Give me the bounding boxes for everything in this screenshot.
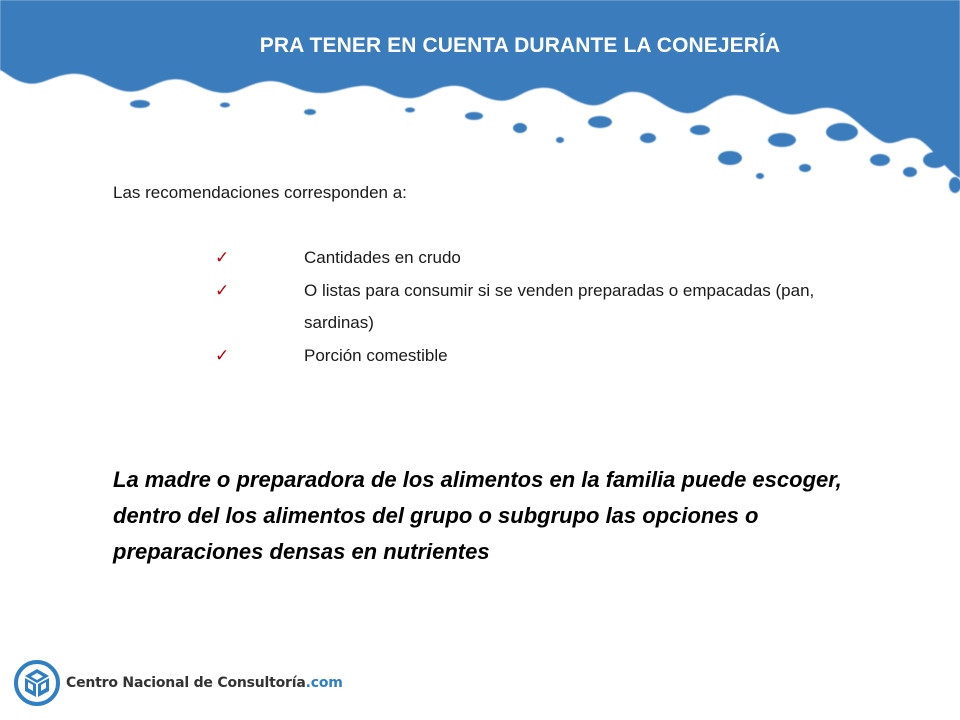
recommendation-list (215, 242, 855, 373)
slide-title: PRA TENER EN CUENTA DURANTE LA CONEJERÍA (259, 34, 781, 57)
emphasis-paragraph: La madre o preparadora de los alimentos en la familia puede escoger, dentro del los alimentos del grupo o subgrupo las opciones o preparaciones densas en nutrientes (113, 467, 842, 564)
paint-splash-banner (0, 0, 960, 200)
checkmark-icon: ✓ (215, 281, 230, 301)
list-item (215, 340, 855, 372)
logo-suffix: .com (305, 675, 343, 691)
intro-text: Las recomendaciones corresponden a: (113, 183, 407, 202)
list-item-text: Porción comestible (304, 346, 448, 365)
list-item-text: O listas para consumir si se venden preparadas o empacadas (pan, sardinas) (304, 281, 815, 332)
cube-logo-icon (14, 660, 60, 706)
checkmark-icon: ✓ (215, 248, 230, 268)
list-item (215, 275, 855, 339)
checkmark-icon: ✓ (215, 346, 230, 366)
logo-name: Centro Nacional de Consultoría (66, 675, 306, 691)
company-logo (14, 660, 343, 706)
list-item-text: Cantidades en crudo (304, 248, 461, 267)
list-item (215, 242, 855, 274)
